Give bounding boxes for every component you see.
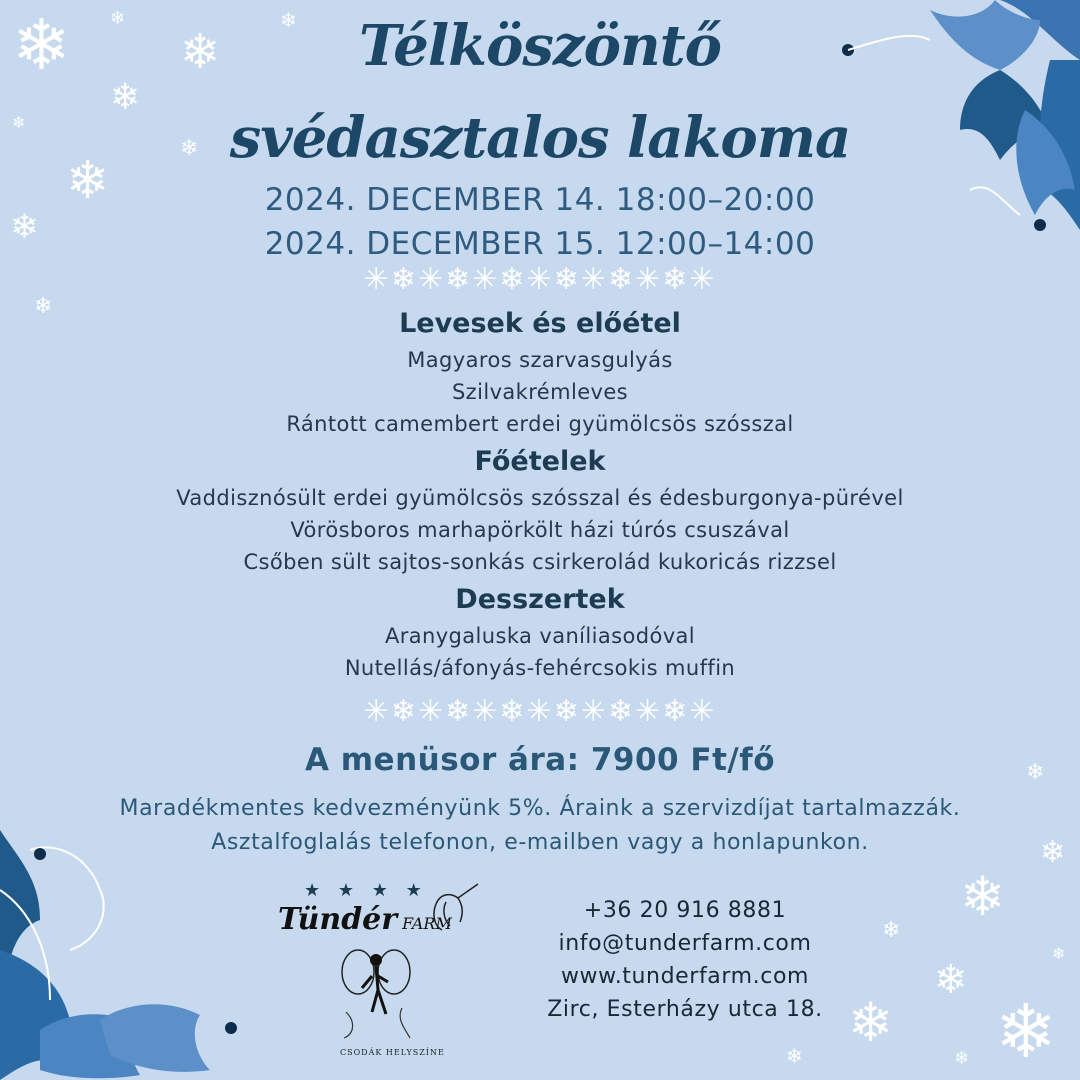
snowflake-icon: ❄ (848, 991, 894, 1054)
section-heading-starters: Levesek és előétel (399, 308, 681, 339)
event-title-line2: svédasztalos lakoma (229, 105, 851, 171)
snowflake-icon: ❄ (12, 113, 26, 132)
snowflake-icon: ❄ (12, 4, 71, 86)
snowflake-icon: ❄ (110, 8, 126, 29)
menu-item: Magyaros szarvasgulyás (407, 348, 673, 372)
menu-item: Vaddisznósült erdei gyümölcsös szósszal és édesburgonya-pürével (176, 486, 904, 510)
contact-block (520, 894, 850, 1026)
snowflake-divider-bottom: ✳❄✳❄✳❄✳❄✳❄✳❄✳ (363, 694, 717, 729)
event-date-1: 2024. DECEMBER 14. 18:00–20:00 (264, 182, 816, 218)
snowflake-icon: ❄ (1052, 944, 1066, 963)
holly-leaves-bottom-left (0, 830, 260, 1080)
snowflake-icon: ❄ (110, 77, 141, 118)
section-heading-mains: Főételek (474, 446, 606, 477)
snowflake-icon: ❄ (280, 8, 297, 32)
contact-email[interactable]: info@tunderfarm.com (558, 931, 812, 956)
snowflake-icon: ❄ (954, 1048, 970, 1069)
tunder-farm-logo (270, 880, 480, 1070)
section-heading-desserts: Desszertek (455, 584, 625, 615)
snowflake-icon: ❄ (180, 136, 199, 161)
logo-name: Tündér FARM (278, 902, 452, 937)
event-date-2: 2024. DECEMBER 15. 12:00–14:00 (264, 226, 816, 262)
menu-item: Rántott camembert erdei gyümölcsös szósszal (286, 412, 794, 436)
booking-info: Asztalfoglalás telefonon, e-mailben vagy a honlapunkon. (211, 830, 869, 855)
snowflake-icon: ❄ (180, 24, 221, 80)
snowflake-icon: ❄ (934, 957, 968, 1003)
snowflake-icon: ❄ (1026, 760, 1045, 785)
snowflake-icon: ❄ (10, 207, 39, 247)
contact-address: Zirc, Esterházy utca 18. (547, 997, 823, 1022)
snowflake-divider-top: ✳❄✳❄✳❄✳❄✳❄✳❄✳ (363, 262, 717, 297)
menu-price: A menüsor ára: 7900 Ft/fő (304, 742, 776, 778)
event-title-line1: Télköszöntő (359, 13, 721, 79)
menu-item: Csőben sült sajtos-sonkás csirkerolád kukoricás rizzsel (243, 550, 837, 574)
unicorn-icon (420, 882, 480, 932)
snowflake-icon: ❄ (66, 151, 110, 211)
discount-info: Maradékmentes kedvezményünk 5%. Áraink a szervizdíjat tartalmazzák. (119, 796, 961, 821)
snowflake-icon: ❄ (995, 989, 1058, 1075)
snowflake-icon: ❄ (1040, 835, 1066, 870)
contact-phone[interactable]: +36 20 916 8881 (583, 898, 787, 923)
snowflake-icon: ❄ (960, 865, 1006, 928)
snowflake-icon: ❄ (882, 918, 901, 943)
logo-tagline: CSODÁK HELYSZÍNE (340, 1048, 445, 1057)
menu-item: Vörösboros marhapörkölt házi túrós csuszával (290, 518, 790, 542)
contact-website[interactable]: www.tunderfarm.com (560, 964, 810, 989)
snowflake-icon: ❄ (786, 1044, 803, 1068)
fairy-icon (336, 942, 416, 1042)
menu-item: Aranygaluska vaníliasodóval (384, 624, 696, 648)
snowflake-icon: ❄ (34, 294, 53, 319)
menu-item: Szilvakrémleves (451, 380, 629, 404)
logo-stars: ★ ★ ★ ★ (304, 880, 428, 901)
menu-item: Nutellás/áfonyás-fehércsokis muffin (344, 656, 736, 680)
